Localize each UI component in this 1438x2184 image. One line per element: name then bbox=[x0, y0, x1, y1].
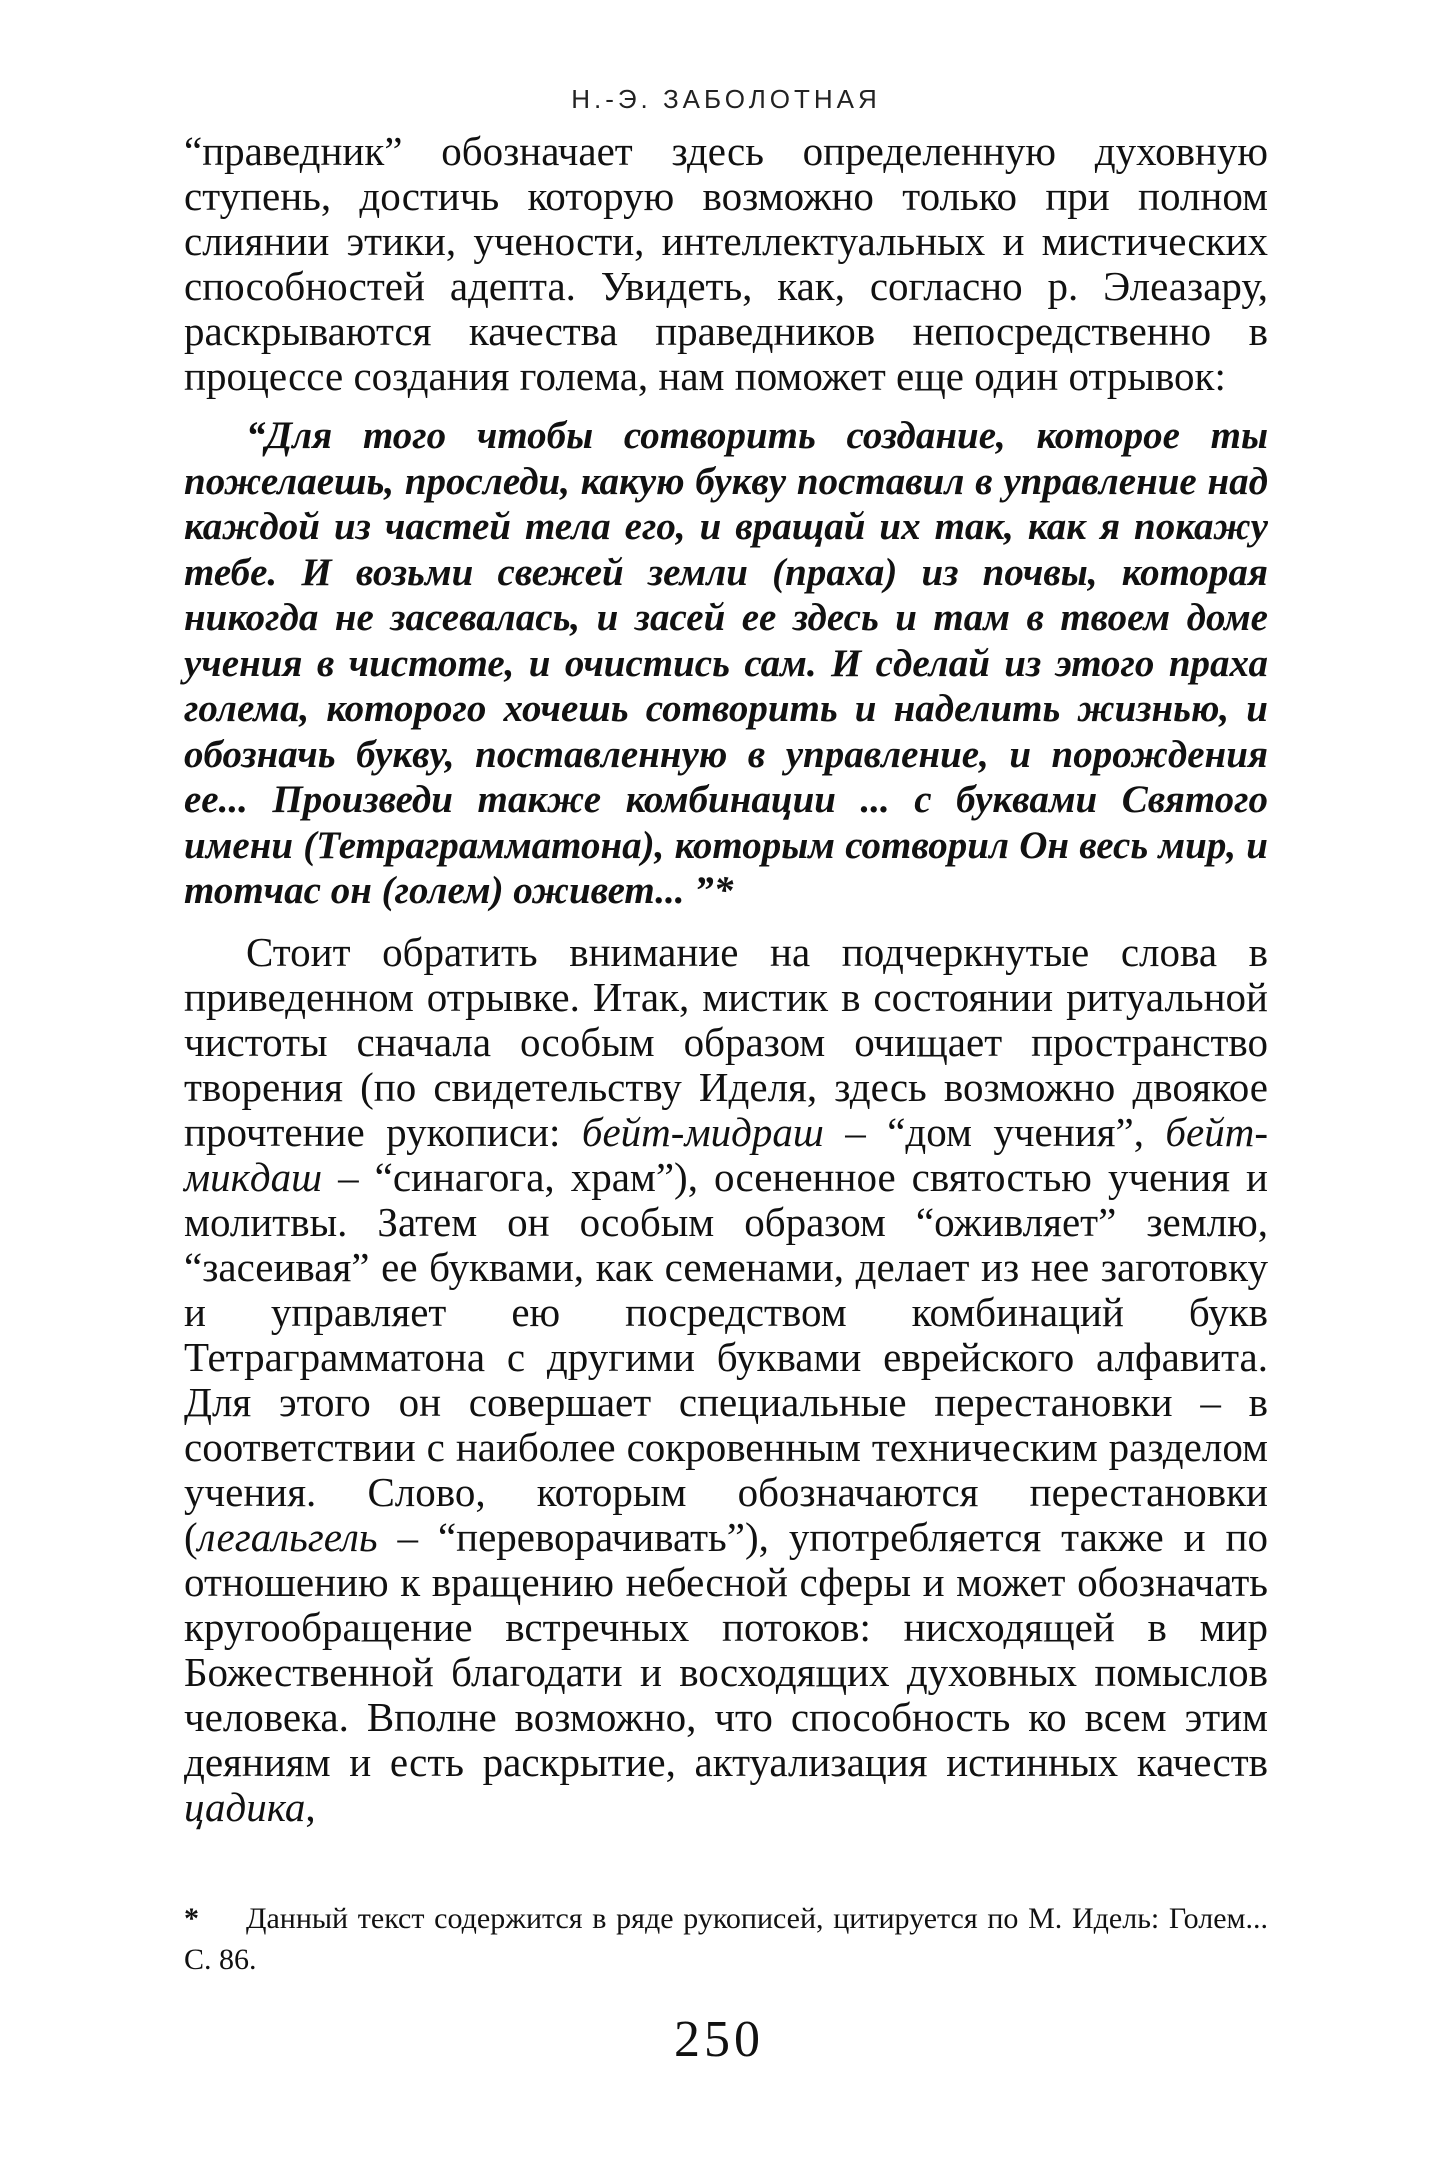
footnote bbox=[184, 1898, 1268, 1980]
main-text-2: – “дом учения”, bbox=[823, 1108, 1166, 1155]
term-beit-midrash: бейт-мидраш bbox=[581, 1108, 824, 1155]
page-number: 250 bbox=[674, 2011, 764, 2068]
footnote-marker: * bbox=[184, 1901, 199, 1935]
term-beit-mikdash: бейт-микдаш bbox=[184, 1108, 1269, 1200]
main-text-3: – “синагога, храм”), осененное святостью учения и молитвы. Затем он особым образом “оживляет” землю, “засеивая” ее буквами, как семенами, делает из нее заготовку и управляет ею посредством комбинаций букв Тетраграмматона с другими буквами еврейского алфавита. Для этого он совершает специальные перестановки – в соответствии с наиболее сокровенным техническим разделом учения. Слово, которым обозначаются перестановки ( bbox=[184, 1153, 1268, 1560]
main-text-4: – “переворачивать”), употребляется также и по отношению к вращению небесной сферы и может обозначать кругообращение встречных потоков: нисходящей в мир Божественной благодати и восходящих духовных помыслов человека. Вполне возможно, что способность ко всем этим деяниям и есть раскрытие, актуализация истинных качеств bbox=[184, 1513, 1268, 1785]
running-head: Н.-Э. ЗАБОЛОТНАЯ bbox=[571, 84, 881, 114]
intro-paragraph: “праведник” обозначает здесь определенную духовную ступень, достичь которую возможно только при полном слиянии этики, учености, интеллектуальных и мистических способностей адепта. Увидеть, как, согласно р. Элеазару, раскрываются качества праведников непосредственно в процессе создания голема, нам поможет еще один отрывок: bbox=[184, 128, 1268, 399]
footnote-text: Данный текст содержится в ряде рукописей, цитируется по М. Идель: Голем... С. 86. bbox=[184, 1901, 1268, 1976]
page bbox=[184, 84, 1268, 1980]
term-legalgel: легальгель bbox=[197, 1513, 378, 1560]
main-paragraph bbox=[184, 930, 1268, 1830]
main-text-1: Стоит обратить внимание на подчеркнутые слова в приведенном отрывке. Итак, мистик в состоянии ритуальной чистоты сначала особым образом очищает пространство творения (по свидетельству Иделя, здесь возможно двоякое прочтение рукописи: bbox=[184, 928, 1268, 1155]
term-tsadik: цадика bbox=[184, 1783, 306, 1830]
quotation-block: “Для того чтобы сотворить создание, которое ты пожелаешь, проследи, какую букву поставил в управление над каждой из частей тела его, и вращай их так, как я покажу тебе. И возьми свежей земли (праха) из почвы, которая никогда не засевалась, и засей ее здесь и там в твоем доме учения в чистоте, и очистись сам. И сделай из этого праха голема, которого хочешь сотворить и наделить жизнью, и обозначь букву, поставленную в управление, и порождения ее... Произведи также комбинации ... с буквами Святого имени (Тетраграмматона), которым сотворил Он весь мир, и тотчас он (голем) оживет... ”* bbox=[184, 414, 1268, 912]
main-text-5: , bbox=[305, 1783, 316, 1830]
